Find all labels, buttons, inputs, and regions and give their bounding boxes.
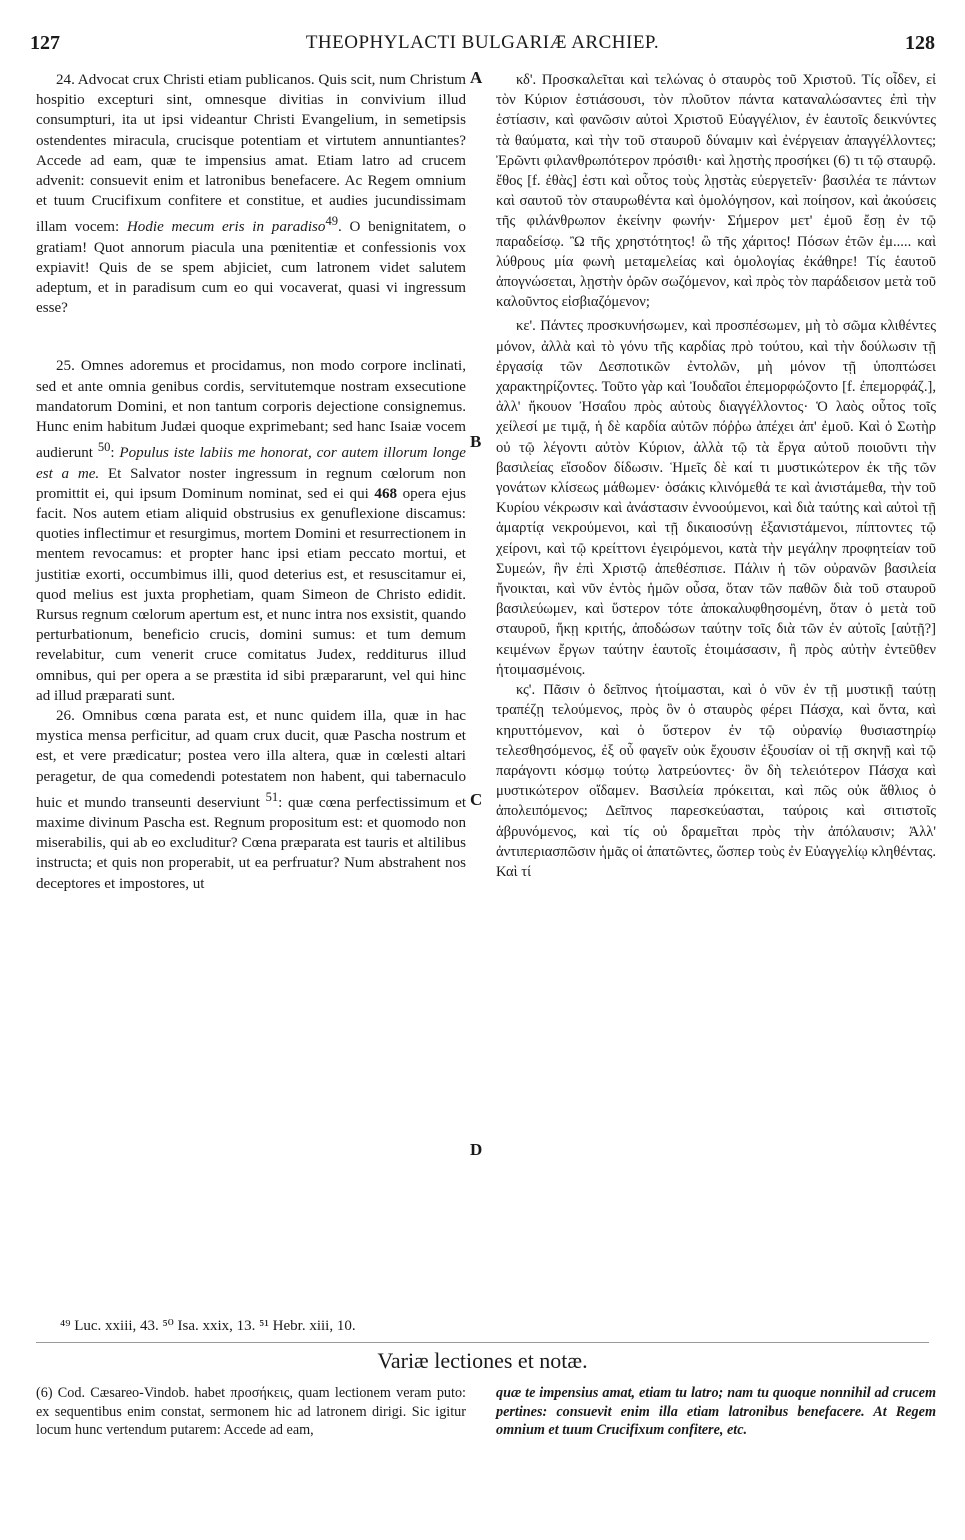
footnote-ref: 50	[97, 440, 111, 455]
latin-paragraph-24	[36, 70, 466, 318]
variae-note-left: (6) Cod. Cæsareo-Vindob. habet προσήκεις, quam lectionem veram puto: ex sequentibus enim constat, sermonem hic ad latronem dirigi. Sic igitur locum hunc vertendum putarem: Accede ad eam,	[36, 1385, 466, 1438]
footnote-ref: 49	[325, 214, 339, 229]
latin-text: 26. Omnibus cœna parata est, et nunc quidem illa, quæ in hac mystica mensa perficitur, ad quam crux ducit, quæ Pascha nostrum et est, et vere prædicatur; postea vero illa altera, quæ in cœlesti altari peragetur, de qua comedendi potestatem non habent, qui tabernaculo huic et mundo transeunti deserviunt	[36, 707, 466, 811]
greek-paragraph-26: κς'. Πᾶσιν ὁ δεῖπνος ἡτοίμασται, καὶ ὁ νῦν ἐν τῇ μυστικῇ ταύτῃ τραπέζῃ τελούμενος, πρὸς ὃν ὁ σταυρὸς φέρει Πάσχα, καὶ ὄντα, καὶ κηρυττόμενον, καὶ ὁ ὕστερον ἐν τῷ οὐρανίῳ θυσιαστηρίῳ τελεσθησόμενος, ἐξ οὗ φαγεῖν οὐκ ἔχουσιν ἐξουσίαν οἱ τῇ σκηνῇ καὶ τῷ παράγοντι κόσμῳ τούτῳ λατρεύοντες· ὃν δὴ τελειότερον Πάσχα καὶ μυστικώτερον οἴδαμεν. Βασιλεία πρόκειται, καὶ πῶς οὐκ ἄθλιος ὁ ἀπολειπόμενος; Δεῖπνος παρεσκεύασται, ταύροις καὶ σιτιστοῖς ἁβρυνόμενος, καὶ τίς οὐ δραμεῖται πρὸς τὴν ἀπόλαυσιν; Ἀλλ' ἀντιπεριασπῶσιν ἡμᾶς οἱ ἀπατῶντες, ὥσπερ τοὺς ἐν Εὐαγγελίῳ κληθέντας. Καὶ τί	[496, 682, 936, 880]
running-header	[30, 32, 935, 62]
footnotes: ⁴⁹ Luc. xxiii, 43. ⁵⁰ Isa. xxix, 13. ⁵¹ Hebr. xiii, 10.	[60, 1318, 356, 1334]
footnote-ref: 51	[265, 789, 279, 804]
latin-text: : quæ cœna perfectissimum et maxime divinum Pascha est. Regnum propositum est: et quomodo non miserabilis, qui ab eo excluditur? Cœna præparata est tauris et altilibus instructa; et quis non properabit, ut ea perfruatur? Num abstrahent nos deceptores et impostores, ut	[36, 794, 467, 892]
greek-paragraph-24: κδ'. Προσκαλεῖται καὶ τελώνας ὁ σταυρὸς τοῦ Χριστοῦ. Τίς οἶδεν, εἰ τὸν Κύριον ἑστιάσουσι, τὸν πλοῦτον πάντα καταναλώσαντες ἐπὶ τὴν ἑστίασιν, καὶ φανῶσιν αὐτοὶ Χριστοῦ Εὐαγγέλιον, ἐν ἑαυτοῖς δεικνύντες τὰ θαύματα, καὶ τὴν τοῦ σταυροῦ δύναμιν καὶ ἐνέργειαν ἀπαγγέλλοντες; Ἐρῶντι φιλανθρωπότερον πρόσιθι· καὶ λῃστὴς προσήκει (6) τι τῷ σταυρῷ. ἔθος [f. ἐθὰς] ἐστι καὶ οὗτος τοὺς λῃστὰς εὐεργετεῖν· βασιλέα τε πάντων καὶ σαυτοῦ τὸν σταυρωθέντα καὶ ὁμολόγησον, καὶ ποίησον, καὶ ἀκούσεις τῆς φιλάνθρωπον ἐκείνην φωνήν· Σήμερον μετ' ἐμοῦ ἔσῃ ἐν τῷ παραδείσῳ. Ὢ τῆς χρηστότητος! ὢ τῆς χάριτος! Πόσων ἐτῶν ἐμ..... καὶ λύθρους μία φωνὴ μεταμελείας καὶ ὁμολογίας ἐκάθηρε! Τίς ἑαυτοῦ ἀπογνώσεται, λῃστὴν ὁρῶν σωζόμενον, καὶ πρὸς τὸν παράδεισον μετὰ τοῦ καλοῦντος εἰσβιαζόμενον;	[496, 72, 936, 311]
latin-text: . O benignitatem, o gratiam! Quot annorum piacula una pœnitentiæ et confessionis vox expiavit! Quis de se spem abjiciet, cum latronem videt salutem adeptum, et in paradisum cum eo qui vocaverat, quasi vi ingressum esse?	[36, 219, 466, 317]
page-number-left: 127	[30, 32, 60, 54]
latin-paragraph-26	[36, 706, 466, 894]
latin-text: 24. Advocat crux Christi etiam publicanos. Quis scit, num Christum hospitio excepturi sint, omnesque divitias in convivium illud consumpturi, ita ut ipsi videantur Christi Evangelium, in semetipsis ostendentes miracula, crucisque potentiam et virtutem annuntiantes? Accede ad eam, quæ te impensius amat. Etiam latro ad crucem advenit: consuevit enim et latronibus benefacere. Ac Regem omnium et tuum Crucifixum confitere et constitue, et audies jucundissimam illam vocem:	[36, 72, 467, 236]
latin-quote: Populus iste labiis me honorat, cor autem illorum longe est a me.	[36, 445, 466, 482]
section-marker-a: A	[470, 68, 483, 87]
latin-paragraph-25: 25. Omnes adoremus et procidamus, non modo corpore inclinati, sed et ante omnia genibus cordis, servitutemque nostram exsecutione mandatorum Domini, et non tantum corporis dejectione consignemus. Hunc enim habitum Judæi quoque exprimebant; sed hanc Isaiæ vocem audierunt $^{50}$: Populus iste labiis me honorat, cor autem illorum longe est a me. Et Salvator noster ingressum in regnum cœlorum non promittit ei, qui ipsum Dominum nominat, sed ei qui 468 opera ejus facit. Nos autem etiam aliquid obstrusius ex genuflexione discamus: quoties inflectimur et resurgimus, mortem Domini et resurrectionem in mentem revocamus: et propter hanc ipsi etiam peccato mortui, et justitiæ exorti, occumbimus illi, quod deterius est, et resuscitamur ei, quod melius est juxta prophetiam, quam Simeon de Christo edidit. Rursus regnum cœlorum apertum est, et nunc intra nos exsistit, quando perturbationum, beneficio crucis, domini sumus: et tum demum revelabitur, cum venerit cruce comitatus Judex, redditurus illud omnibus, qui per opera a se præstita id sibi præpararunt, vel qui hinc ad illud præparati sunt.	[36, 358, 466, 704]
section-marker-d: D	[470, 1140, 483, 1159]
column-number: 468	[374, 485, 398, 502]
latin-quote: Hodie mecum eris in paradiso	[126, 219, 326, 236]
latin-column	[36, 70, 466, 894]
greek-paragraph-25: κε'. Πάντες προσκυνήσωμεν, καὶ προσπέσωμεν, μὴ τὸ σῶμα κλιθέντες μόνον, ἀλλὰ καὶ τὸ γόνυ τῆς καρδίας πρὸ τούτου, καὶ τὴν δούλωσιν τῇ ἐργασίᾳ τῶν Δεσποτικῶν ἐντολῶν, μὴ μόνον τῇ ὑποπτώσει χαρακτηρίζοντες. Τοῦτο γὰρ καὶ Ἰουδαῖοι ἐπεμορφώζοντο [f. ἐπεμορφάζ.], ἀλλ' ἤκουον Ἠσαΐου πρὸς αὐτοὺς διαγγέλλοντος· Ὁ λαὸς οὗτος τοῖς χείλεσί με τιμᾷ, ἡ δὲ καρδία αὐτῶν πόῤῥω ἀπέχει ἀπ' ἐμοῦ. Καὶ ὁ Σωτὴρ οὐ τῷ λέγοντι αὐτὸν Κύριον, ἀλλὰ τῷ τὰ ἔργα αὐτοῦ ποιοῦντι τὴν βασιλείας εἴσοδον δίδωσιν. Ἡμεῖς δὲ καί τι μυστικώτερον ἐκ τῆς τῶν γονάτων κλίσεως μάθωμεν· ὁσάκις κλινόμεθά τε καὶ ἀνιστάμεθα, τὴν τοῦ Κυρίου νέκρωσιν καὶ ἀνάστασιν ἐννοούμενοι, καὶ διὰ ταύτης καὶ αὐτοὶ τῇ ἁμαρτίᾳ νεκρούμενοι, καὶ τῇ δικαιοσύνῃ ἐξανιστάμενοι, πίπτοντες τῷ χείρονι, καὶ τῷ κρείττονι ἐγειρόμενοι, κατὰ τὴν μεγάλην προφητείαν τοῦ Συμεών, ἣν ἐπὶ Χριστῷ ἀπεθέσπισε. Πάλιν ἡ τῶν οὐρανῶν βασιλεία ἤνοικται, καὶ νῦν ἐντὸς ἡμῶν οὖσα, ὅταν τῶν παθῶν διὰ τοῦ σταυροῦ βασιλεύωμεν, καὶ ὕστερον τότε ἀποκαλυφθησομένη, ὅταν ὁ μετὰ τοῦ σταυροῦ, ἥκῃ κριτής, ἀποδώσων ταύτην τοῖς διὰ τῶν ἐν αὐτοῖς [αὐτῇ?] κειμένων ἔργων ταύτην ἑαυτοῖς ἑτοιμάσασιν, ἢ πρὸς αὐτὴν ἐντεῦθεν ἡτοιμασμένοις.	[496, 318, 936, 678]
variae-heading: Variæ lectiones et notæ.	[377, 1348, 588, 1373]
divider	[36, 1342, 929, 1343]
latin-text: Et Salvator noster ingressum in regnum cœlorum non promittit ei, qui ipsum Dominum nominat, sed ei qui	[36, 465, 466, 502]
latin-text: 25. Omnes adoremus et procidamus, non modo corpore inclinati, sed et ante omnia genibus cordis, servitutemque nostram exsecutione mandatorum Domini, et non tantum corporis dejectione consignemus. Hunc enim habitum Judæi quoque exprimebant; sed hanc Isaiæ vocem audierunt	[36, 358, 466, 462]
running-title: THEOPHYLACTI BULGARIÆ ARCHIEP.	[305, 32, 660, 53]
page-number-right: 128	[905, 32, 935, 54]
variae-note-right: quæ te impensius amat, etiam tu latro; nam tu quoque nonnihil ad crucem pertines: consuevit enim illa etiam latronibus benefacere. At Regem omnium et tuum Crucifixum confitere, etc.	[496, 1385, 936, 1438]
section-marker-b: B	[470, 432, 482, 451]
greek-column	[496, 70, 936, 882]
section-marker-c: C	[470, 790, 483, 809]
latin-text: opera ejus facit. Nos autem etiam aliquid obstrusius ex genuflexione discamus: quoties inflectimur et resurgimus, mortem Domini et resurrectionem in mentem revocamus: et propter hanc ipsi etiam peccato mortui, et justitiæ exorti, occumbimus illi, quod deterius est, et resuscitamur ei, quod melius est juxta prophetiam, quam Simeon de Christo edidit. Rursus regnum cœlorum apertum est, et nunc intra nos exsistit, quando perturbationum, beneficio crucis, domini sumus: et tum demum revelabitur, cum venerit cruce comitatus Judex, redditurus illud omnibus, qui per opera a se præstita id sibi præpararunt, vel qui hinc ad illud præparati sunt.	[36, 485, 466, 704]
